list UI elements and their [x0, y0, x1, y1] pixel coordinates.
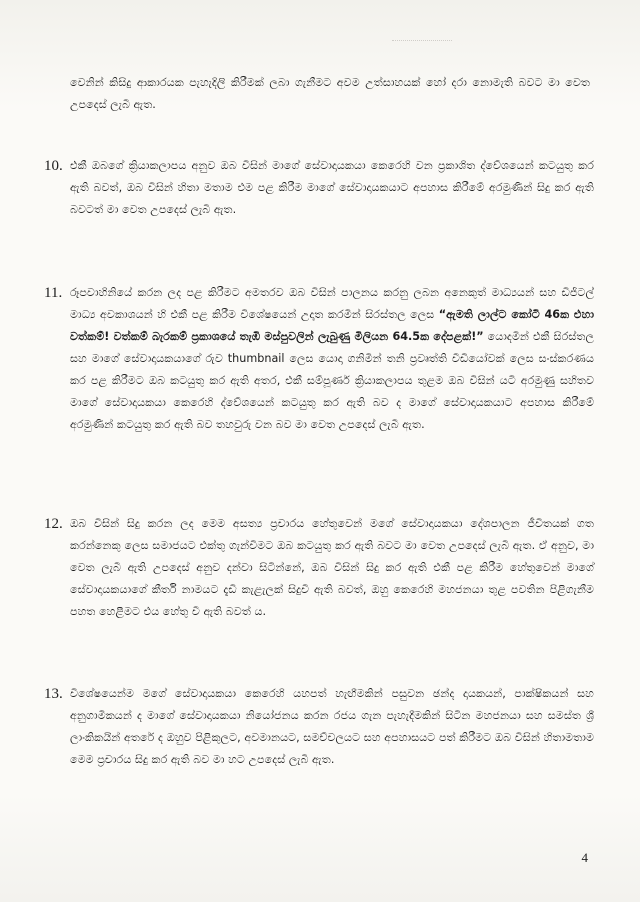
paragraph-number: 11.	[44, 285, 63, 301]
scan-artifact	[392, 40, 452, 47]
paragraph-number: 12.	[44, 516, 63, 532]
paragraph-text	[70, 282, 594, 436]
paragraph-number: 10.	[44, 158, 63, 174]
continuation-paragraph: වෙනින් කිසිදු ආකාරයක පැහැදිලි කිරීමක් ලබා ගැනීමට අවම උත්සාහයක් හෝ දරා නොමැති බවට මා වෙත උපදෙස් ලැබී ඇත.	[70, 76, 590, 111]
paragraph-text: එකී ඔබගේ ක්‍රියාකලාපය අනුව ඔබ විසින් මාගේ සේවාදායකයා කෙරෙහි වන ප්‍රකාශිත ද්වේශයෙන් කටයුතු කර ඇති බවත්, ඔබ විසින් හිතා මතාම එම පළ කිරීම මාගේ සේවාදායකයාට අපහාස කිරීමේ අරමුණින් සිදු කර ඇති බවටත් මා වෙත උපදෙස් ලැබී ඇත.	[70, 159, 594, 216]
paragraph-text: විශේෂයෙන්ම මගේ සේවාදායකයා කෙරෙහි යහපත් හැඟීමකින් පසුවන ඡන්ද දායකයන්, පාක්ෂිකයන් සහ අනුගාමිකයන් ද මාගේ සේවාදායකයා නියෝජනය කරන රජය ගැන පැහැදීමකින් සිටින මහජනයා සහ සමස්ත ශ්‍රී ලාංකිකයින් අතරේ ද ඔහුව පිළිකුලට, අවමානයට, සමච්චලයට සහ අපහාසයට පත් කිරීමට ඔබ විසින් හිතාමතාම මෙම ප්‍රචාරය සිදු කර ඇති බව මා හට උපදෙස් ලැබී ඇත.	[70, 687, 594, 766]
quoted-headline: “ඇමති ලාල්ට කෝටි 46ක එහා වත්කම්! වත්කම් බැරකම් ප්‍රකාශයේ තැඹි මස්පුවලින් ලැබුණු මිලියන 64.5ක දේපළක්!”	[70, 308, 594, 343]
page-number: 4	[581, 850, 588, 865]
paragraph-number: 13.	[44, 686, 63, 702]
paragraph-text-part-b: යොදමින් එකී සිරස්තල සහ මාගේ සේවාදායකයාගේ රුව thumbnail ලෙස යොදා ගනිමින් තනි ප්‍රවෘත්ති වීඩියෝවක් ලෙස සංස්කරණය කර පළ කිරීමට ඔබ කටයුතු කර ඇති අතර, එකී සම්පූර්ණ ක්‍රියාකලාපය තුළම ඔබ විසින් යටි අරමුණු සහිතව මාගේ සේවාදායකයා කෙරෙහි ද්වේශයෙන් කටයුතු කර ඇති බව ද මාගේ සේවාදායකයාට අපහාස කිරීමේ අරමුණින් කටයුතු කර ඇති බව තහවුරු වන බව මා වෙත උපදෙස් ලැබී ඇත.	[70, 330, 594, 431]
paragraph-text: ඔබ විසින් සිදු කරන ලද මෙම අසත්‍ය ප්‍රචාරය හේතුවෙන් මගේ සේවාදායකයා දේශපාලන ජීවිතයක් ගත කරන්නෙකු ලෙස සමාජයට එක්තු ගැන්වීමට ඔබ කටයුතු කර ඇති බවට මා වෙත උපදෙස් ලැබී ඇත. ඒ අනුව, මා වෙත ලැබී ඇති උපදෙස් අනුව දන්වා සිටින්නේ, ඔබ විසින් සිදු කර ඇති එකී පළ කිරීම හේතුවෙන් මාගේ සේවාදායකයාගේ කීර්ති නාමයට දැඩි කැළැලක් සිදුවී ඇති බවත්, ඔහු කෙරෙහි මහජනයා තුළ පවතින පිළිගැනීම පහත හෙළීමට එය හේතු වී ඇති බවත් ය.	[70, 517, 594, 618]
paragraph-text-part-a: රූපවාහිනියේ කරන ලද පළ කිරීමට අමතරව ඔබ විසින් පාලනය කරනු ලබන අනෙකුත් මාධ්‍යයන් සහ ඩිජිටල් මාධ්‍ය අවකාශයන් හි එකී පළ කිරීම විශේෂයෙන් උදෘත කරමින් සිරස්තල ලෙස	[70, 286, 594, 321]
